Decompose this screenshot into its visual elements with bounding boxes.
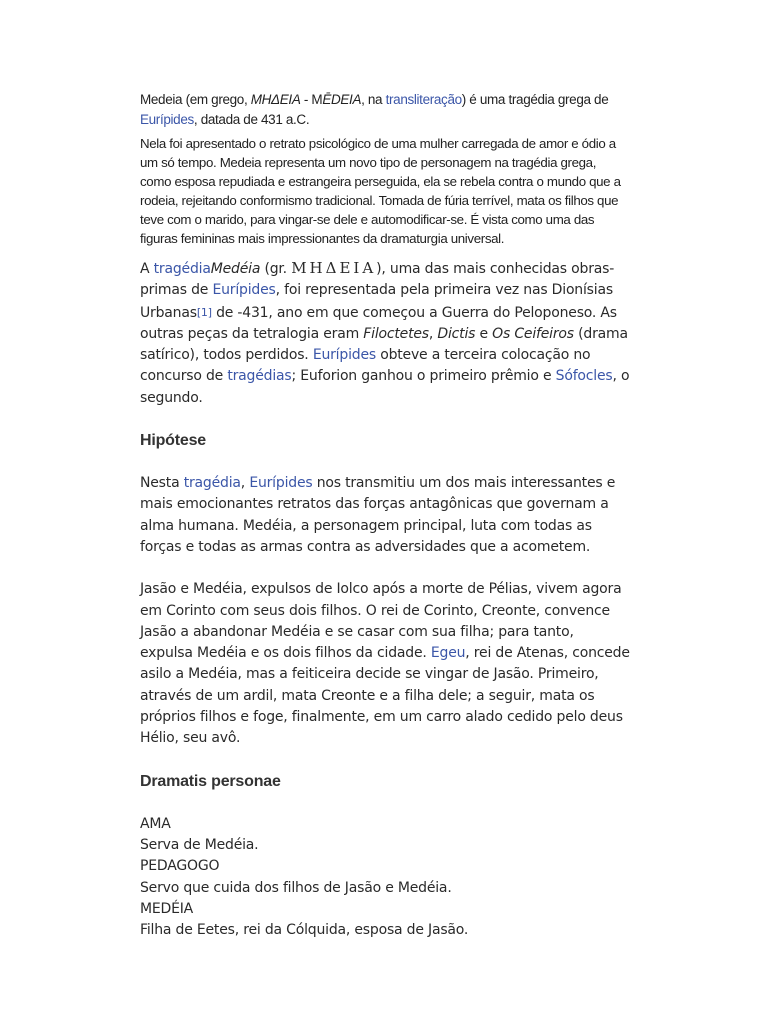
link-euripides[interactable]: Eurípides	[212, 282, 276, 299]
paragraph-hipotese-2	[140, 579, 630, 749]
link-euripides-2[interactable]: Eurípides	[312, 347, 376, 364]
link-transliteracao[interactable]: transliteração	[385, 92, 462, 107]
text-run: nos transmitiu um dos mais interessantes e mais emocionantes retratos das forças antagônicas que governam a alma humana. Medéia, a personagem principal, luta com todas as forças e todas as armas contra as adversidades que a acometem.	[140, 475, 616, 555]
character-name: AMA	[140, 815, 171, 832]
play-title: Dictis	[437, 325, 476, 342]
play-title: Filoctetes	[363, 325, 429, 342]
character-list	[140, 814, 630, 942]
play-title: Os Ceifeiros	[492, 325, 574, 342]
text-run: ), uma das mais conhecidas obras-primas de	[140, 261, 615, 299]
text-run: , na	[361, 92, 386, 107]
text-run: (drama satírico), todos perdidos.	[140, 325, 628, 364]
greek-title: ΜΗΔΕΙΑ	[250, 92, 301, 107]
transliterated-title: DEIA	[330, 92, 362, 107]
text-run: Medeia (em grego,	[140, 92, 251, 107]
intro-paragraph-2: Nela foi apresentado o retrato psicológico de uma mulher carregada de amor e ódio a um só tempo. Medeia representa um novo tipo de personagem na tragédia grega, como esposa repudiada e estrangeira perseguida, ela se rebela contra o mundo que a rodeia, rejeitando conformismo tradicional. Tomada de fúria terrível, mata os filhos que teve com o marido, para vingar-se dele e automodificar-se. É vista como uma das figuras femininas mais impressionantes da dramaturgia universal.	[140, 136, 621, 246]
transliterated-letter: Ē	[322, 92, 331, 107]
link-tragedia-2[interactable]: tragédia	[183, 475, 241, 492]
paragraph-overview	[140, 258, 630, 409]
heading-hipotese: Hipótese	[140, 432, 206, 450]
link-euripides-intro[interactable]: Eurípides	[140, 112, 194, 127]
text-run: , o segundo.	[140, 368, 630, 406]
link-tragedia[interactable]: tragédia	[153, 261, 211, 277]
text-run: de -431, ano em que começou a Guerra do Peloponeso. As outras peças da tetralogia eram	[140, 304, 617, 342]
link-tragedias[interactable]: tragédias	[227, 368, 292, 385]
text-run: - M	[300, 92, 323, 107]
intro-paragraph-1	[140, 90, 630, 130]
text-run: e	[475, 325, 493, 342]
text-run: , foi representada pela primeira vez nas Dionísias Urbanas	[140, 282, 613, 321]
play-title: Medéia	[210, 261, 261, 277]
greek-title: ΜΗΔΕΙΑ	[291, 259, 377, 277]
article-body	[140, 258, 630, 941]
text-run: ) é uma tragédia grega de	[461, 92, 609, 107]
character-description: Serva de Medéia.	[140, 836, 259, 853]
text-run: obteve a terceira colocação no concurso de	[140, 347, 591, 385]
intro-section	[140, 90, 630, 248]
character-description: Filha de Eetes, rei da Cólquida, esposa de Jasão.	[140, 922, 469, 939]
heading-dramatis-personae: Dramatis personae	[140, 772, 281, 790]
footnote-ref-1[interactable]: [1]	[196, 305, 212, 319]
text-run: Jasão e Medéia, expulsos de Iolco após a morte de Pélias, vivem agora em Corinto com seus dois filhos. O rei de Corinto, Creonte, convence Jasão a abandonar Medéia e se casar com sua filha; para tanto, expulsa Medéia e os dois filhos da cidade.	[140, 581, 622, 662]
text-run: ; Euforion ganhou o primeiro prêmio e	[291, 368, 556, 385]
link-euripides-3[interactable]: Eurípides	[249, 475, 313, 492]
text-run: , rei de Atenas, concede asilo a Medéia, mas a feiticeira decide se vingar de Jasão. Primeiro, através de um ardil, mata Creonte e a filha dele; a seguir, mata os próprios filhos e foge, finalmente, em um carro alado cedido pelo deus Hélio, seu avô.	[140, 645, 630, 747]
character-name: PEDAGOGO	[140, 858, 220, 875]
text-run: Nesta	[140, 475, 184, 492]
link-egeu[interactable]: Egeu	[430, 645, 466, 662]
text-run: ,	[240, 475, 250, 492]
text-run: (gr.	[260, 261, 292, 277]
text-run: , datada de 431 a.C.	[193, 112, 310, 127]
paragraph-hipotese-1	[140, 473, 630, 558]
link-sofocles[interactable]: Sófocles	[555, 368, 613, 385]
text-run: ,	[428, 325, 438, 342]
character-description: Servo que cuida dos filhos de Jasão e Medéia.	[140, 879, 452, 896]
text-run: A	[140, 261, 154, 277]
character-name: MEDÉIA	[140, 900, 194, 917]
